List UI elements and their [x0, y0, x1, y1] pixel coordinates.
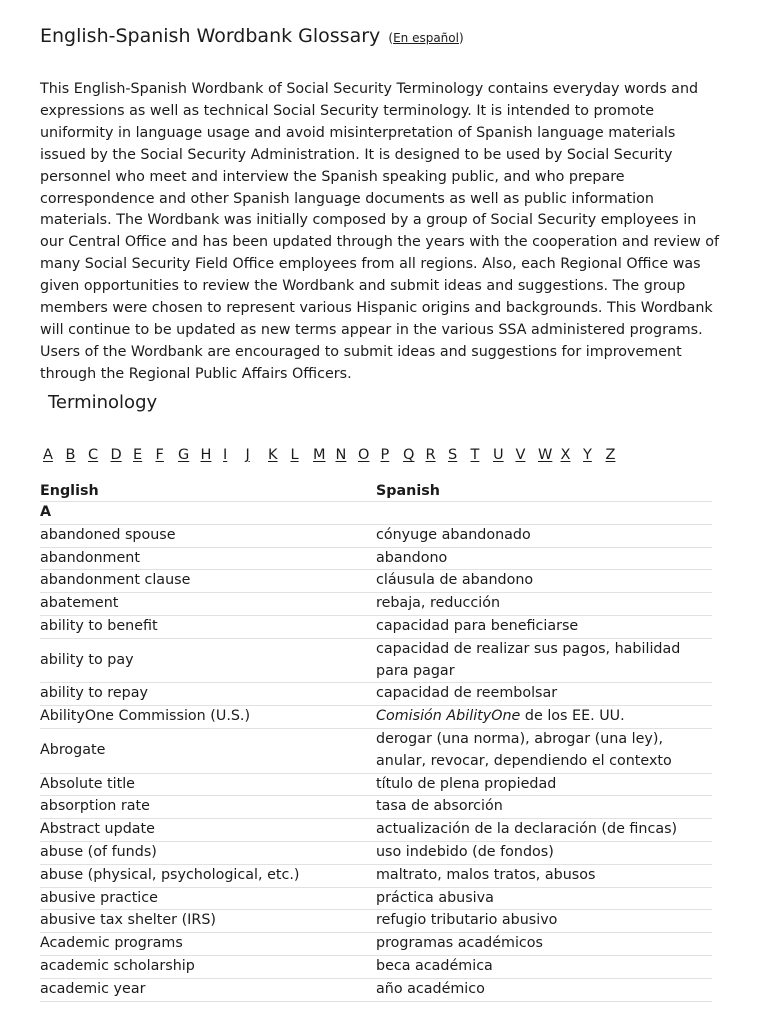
term-english: absorption rate: [40, 796, 376, 819]
alphabet-link-c[interactable]: C: [88, 447, 99, 463]
table-row: [40, 593, 712, 616]
alphabet-link-q[interactable]: Q: [403, 447, 415, 463]
term-spanish: capacidad de reembolsar: [376, 683, 712, 706]
letter-group-label: A: [40, 502, 376, 525]
table-row: [40, 933, 712, 956]
term-spanish: actualización de la declaración (de fincas): [376, 819, 712, 842]
alphabet-link-j[interactable]: J: [245, 447, 250, 463]
term-english: Abstract update: [40, 819, 376, 842]
alphabet-link-v[interactable]: V: [515, 447, 526, 463]
alphabet-link-g[interactable]: G: [178, 447, 190, 463]
language-switch-close: ): [458, 31, 464, 45]
alphabet-link-s[interactable]: S: [448, 447, 458, 463]
alphabet-link-e[interactable]: E: [133, 447, 143, 463]
term-spanish: maltrato, malos tratos, abusos: [376, 864, 712, 887]
alphabet-link-p[interactable]: P: [380, 447, 390, 463]
table-row: [40, 796, 712, 819]
table-row: [40, 615, 712, 638]
table-row: [40, 978, 712, 1001]
alphabet-link-f[interactable]: F: [155, 447, 164, 463]
term-english: abatement: [40, 593, 376, 616]
term-english: Academic programs: [40, 933, 376, 956]
language-switch: [388, 31, 463, 45]
term-english: abusive tax shelter (IRS): [40, 910, 376, 933]
term-spanish: práctica abusiva: [376, 887, 712, 910]
term-spanish: programas académicos: [376, 933, 712, 956]
alphabet-link-a[interactable]: A: [43, 447, 53, 463]
term-english: ability to pay: [40, 638, 376, 683]
glossary-table: [40, 478, 712, 1002]
table-header-row: [40, 478, 712, 502]
term-english: ability to benefit: [40, 615, 376, 638]
term-spanish: cláusula de abandono: [376, 570, 712, 593]
term-spanish: tasa de absorción: [376, 796, 712, 819]
alphabet-link-z[interactable]: Z: [605, 447, 616, 463]
glossary-body: [40, 502, 712, 1002]
term-english: abandonment clause: [40, 570, 376, 593]
term-english: academic year: [40, 978, 376, 1001]
term-english: abusive practice: [40, 887, 376, 910]
table-row: [40, 728, 712, 773]
spanish-version-link[interactable]: En español: [393, 31, 459, 45]
term-spanish: abandono: [376, 547, 712, 570]
term-english: Absolute title: [40, 773, 376, 796]
table-row: [40, 570, 712, 593]
table-row: [40, 955, 712, 978]
term-spanish: rebaja, reducción: [376, 593, 712, 616]
letter-group-row: [40, 502, 712, 525]
table-row: [40, 819, 712, 842]
alphabet-link-o[interactable]: O: [358, 447, 370, 463]
page-title: English-Spanish Wordbank Glossary: [40, 25, 381, 47]
term-spanish: refugio tributario abusivo: [376, 910, 712, 933]
table-row: [40, 887, 712, 910]
section-heading-terminology: Terminology: [48, 392, 158, 413]
alphabet-link-b[interactable]: B: [65, 447, 76, 463]
table-row: [40, 547, 712, 570]
alphabet-link-y[interactable]: Y: [583, 447, 592, 463]
alphabet-link-r[interactable]: R: [425, 447, 436, 463]
title-row: [40, 25, 464, 47]
alphabet-link-h[interactable]: H: [200, 447, 212, 463]
column-header-english: English: [40, 478, 376, 502]
alphabet-link-k[interactable]: K: [268, 447, 278, 463]
term-spanish-italic: Comisión AbilityOne: [376, 708, 521, 725]
term-english: ability to repay: [40, 683, 376, 706]
term-spanish: beca académica: [376, 955, 712, 978]
alphabet-link-x[interactable]: X: [560, 447, 571, 463]
alphabet-link-i[interactable]: I: [223, 447, 228, 463]
table-row: [40, 683, 712, 706]
term-english: abandonment: [40, 547, 376, 570]
alphabet-link-d[interactable]: D: [110, 447, 122, 463]
table-row: [40, 638, 712, 683]
term-spanish: derogar (una norma), abrogar (una ley), anular, revocar, dependiendo el contexto: [376, 728, 712, 773]
table-row: [40, 841, 712, 864]
term-english: AbilityOne Commission (U.S.): [40, 706, 376, 729]
intro-paragraph: This English-Spanish Wordbank of Social Security Terminology contains everyday words and expressions as well as technical Social Security terminology. It is intended to promote uniformity in language usage and avoid misinterpretation of Spanish language materials issued by the Social Security Administration. It is designed to be used by Social Security personnel who meet and interview the Spanish speaking public, and who prepare correspondence and other Spanish language documents as well as public information materials. The Wordbank was initially composed by a group of Social Security employees in our Central Office and has been updated through the years with the cooperation and review of many Social Security Field Office employees from all regions. Also, each Regional Office was given opportunities to review the Wordbank and submit ideas and suggestions. The group members were chosen to represent various Hispanic origins and backgrounds. This Wordbank will continue to be updated as new terms appear in the various SSA administered programs. Users of the Wordbank are encouraged to submit ideas and suggestions for improvement through the Regional Public Affairs Officers.: [40, 81, 719, 382]
letter-group-empty: [376, 502, 712, 525]
term-english: Abrogate: [40, 728, 376, 773]
alphabet-link-w[interactable]: W: [538, 447, 553, 463]
term-spanish: [376, 706, 712, 729]
term-english: abandoned spouse: [40, 524, 376, 547]
alphabet-link-m[interactable]: M: [313, 447, 326, 463]
term-english: abuse (of funds): [40, 841, 376, 864]
alphabet-link-t[interactable]: T: [470, 447, 480, 463]
table-row: [40, 864, 712, 887]
table-row: [40, 910, 712, 933]
alphabet-link-u[interactable]: U: [493, 447, 504, 463]
term-spanish: uso indebido (de fondos): [376, 841, 712, 864]
term-spanish: título de plena propiedad: [376, 773, 712, 796]
table-row: [40, 524, 712, 547]
alphabet-link-n[interactable]: N: [335, 447, 347, 463]
term-english: academic scholarship: [40, 955, 376, 978]
language-switch-open: (: [388, 31, 394, 45]
column-header-spanish: Spanish: [376, 478, 712, 502]
term-spanish: año académico: [376, 978, 712, 1001]
alphabet-link-l[interactable]: L: [290, 447, 299, 463]
term-spanish-rest: de los EE. UU.: [520, 708, 625, 725]
term-english: abuse (physical, psychological, etc.): [40, 864, 376, 887]
table-row: [40, 773, 712, 796]
term-spanish: cónyuge abandonado: [376, 524, 712, 547]
table-row: [40, 706, 712, 729]
term-spanish: capacidad de realizar sus pagos, habilidad para pagar: [376, 638, 712, 683]
term-spanish: capacidad para beneficiarse: [376, 615, 712, 638]
